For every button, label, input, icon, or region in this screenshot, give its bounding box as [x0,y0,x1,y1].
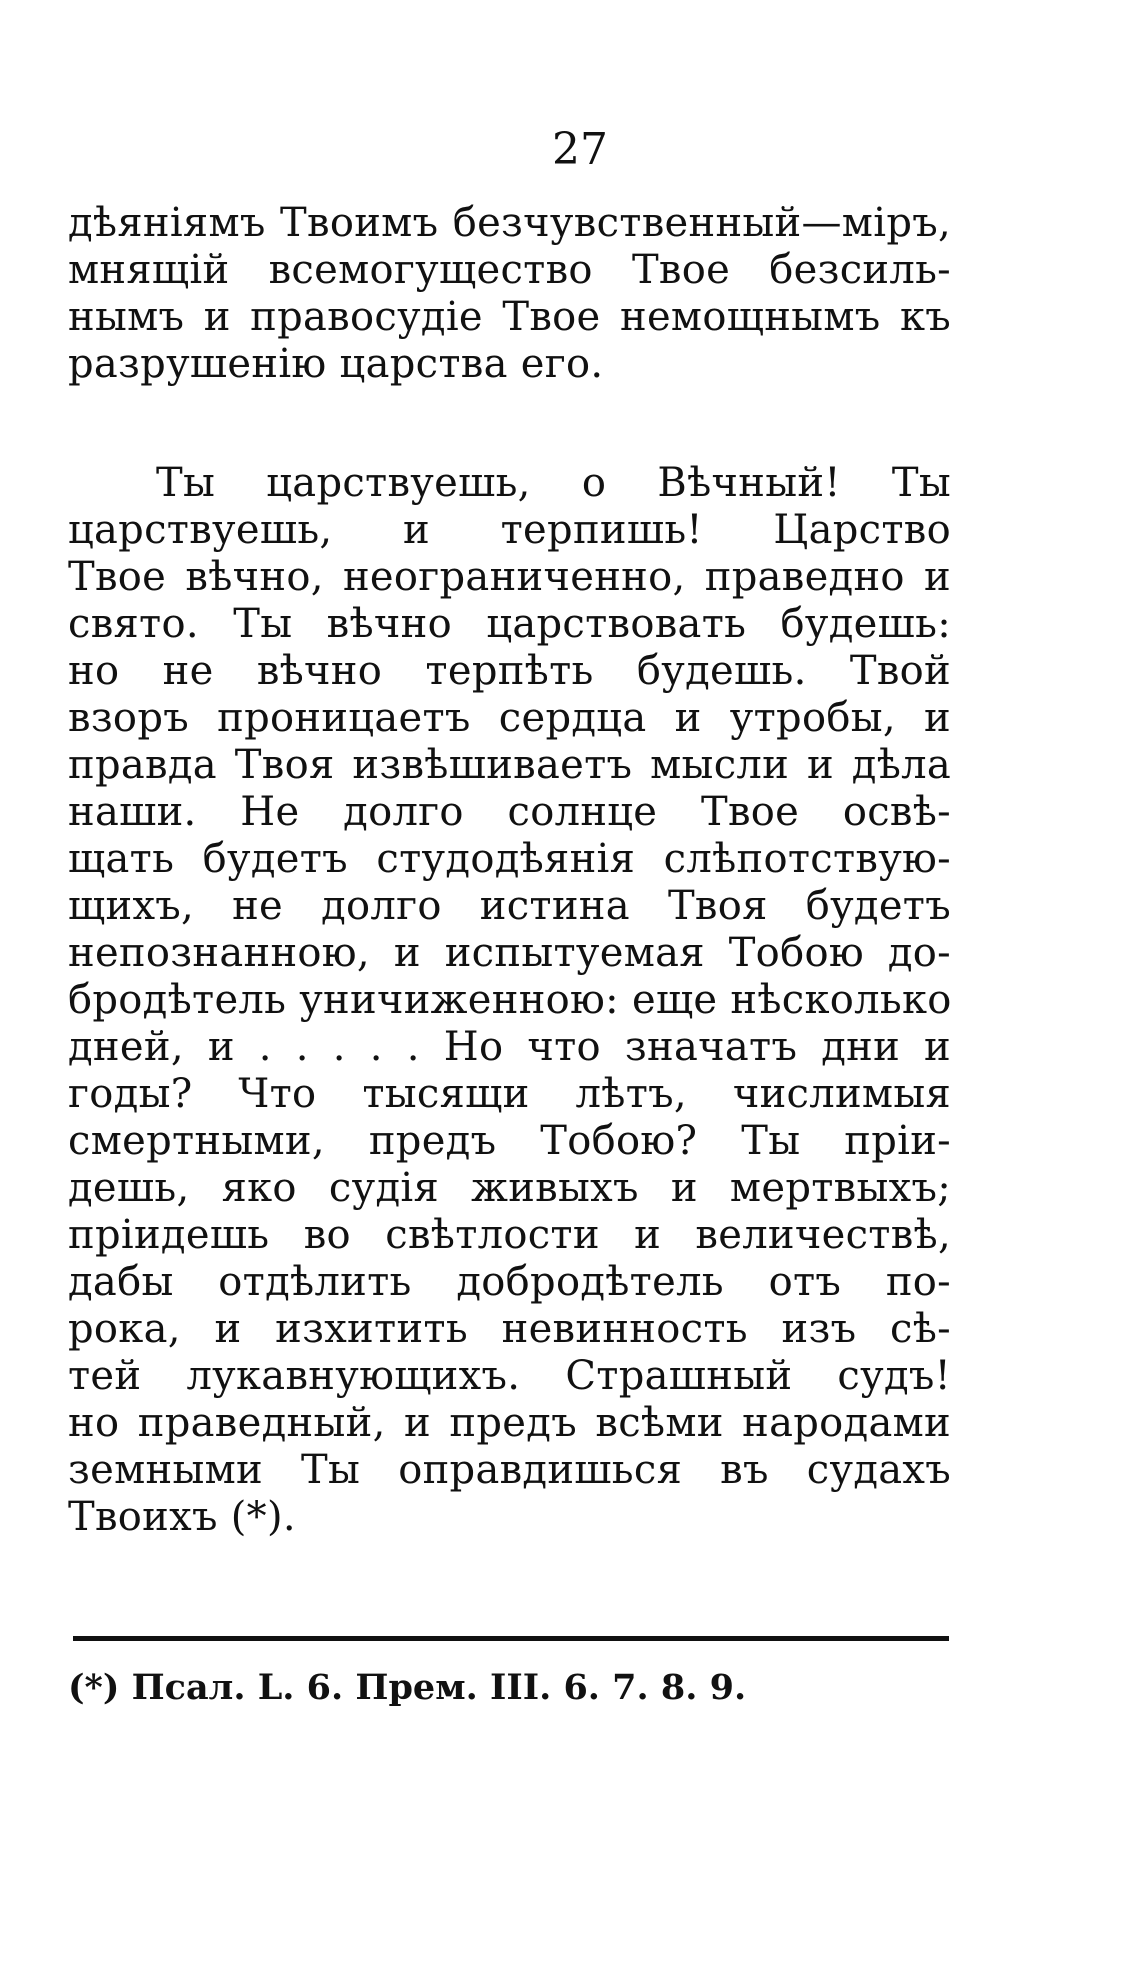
text-line: наши. Не долго солнце Твое освѣ- [68,789,951,835]
text-line: взоръ проницаетъ сердца и утробы, и [68,695,951,741]
text-line: щихъ, не долго истина Твоя будетъ [68,883,951,929]
text-line: дѣяніямъ Твоимъ безчувственный—міръ, [68,200,951,246]
text-line: Ты царствуешь, о Вѣчный! Ты [156,460,951,506]
footnote: (*) Псал. L. 6. Прем. III. 6. 7. 8. 9. [68,1667,747,1708]
text-line: нымъ и правосудіе Твое немощнымъ къ [68,294,951,340]
paragraph-1 [68,200,951,388]
text-line: правда Твоя извѣшиваетъ мысли и дѣла [68,742,951,788]
paragraph-2 [68,460,951,1541]
footnote-divider [73,1636,949,1641]
text-line: царствуешь, и терпишь! Царство [68,507,951,553]
text-line: щать будетъ студодѣянія слѣпотствую- [68,836,951,882]
text-line: дабы отдѣлить добродѣтель отъ по- [68,1259,951,1305]
page-number: 27 [552,124,608,175]
text-line: Твоихъ (*). [68,1494,296,1540]
text-line: но не вѣчно терпѣть будешь. Твой [68,648,951,694]
text-line: Твое вѣчно, неограниченно, праведно и [68,554,951,600]
text-line: смертными, предъ Тобою? Ты пріи- [68,1118,951,1164]
text-line: тей лукавнующихъ. Страшный судъ! [68,1353,951,1399]
text-line: разрушенію царства его. [68,341,604,387]
text-line: годы? Что тысящи лѣтъ, числимыя [68,1071,951,1117]
text-line: мнящій всемогущество Твое безсиль- [68,247,951,293]
text-line: дней, и . . . . . Но что значатъ дни и [68,1024,951,1070]
text-line: земными Ты оправдишься въ судахъ [68,1447,951,1493]
text-line: но праведный, и предъ всѣми народами [68,1400,951,1446]
text-line: свято. Ты вѣчно царствовать будешь: [68,601,951,647]
text-line: бродѣтель уничиженною: еще нѣсколько [68,977,952,1023]
text-line: рока, и изхитить невинность изъ сѣ- [68,1306,951,1352]
text-line: пріидешь во свѣтлости и величествѣ, [68,1212,951,1258]
text-line: дешь, яко судія живыхъ и мертвыхъ; [68,1165,951,1211]
text-line: непознанною, и испытуемая Тобою до- [68,930,951,976]
